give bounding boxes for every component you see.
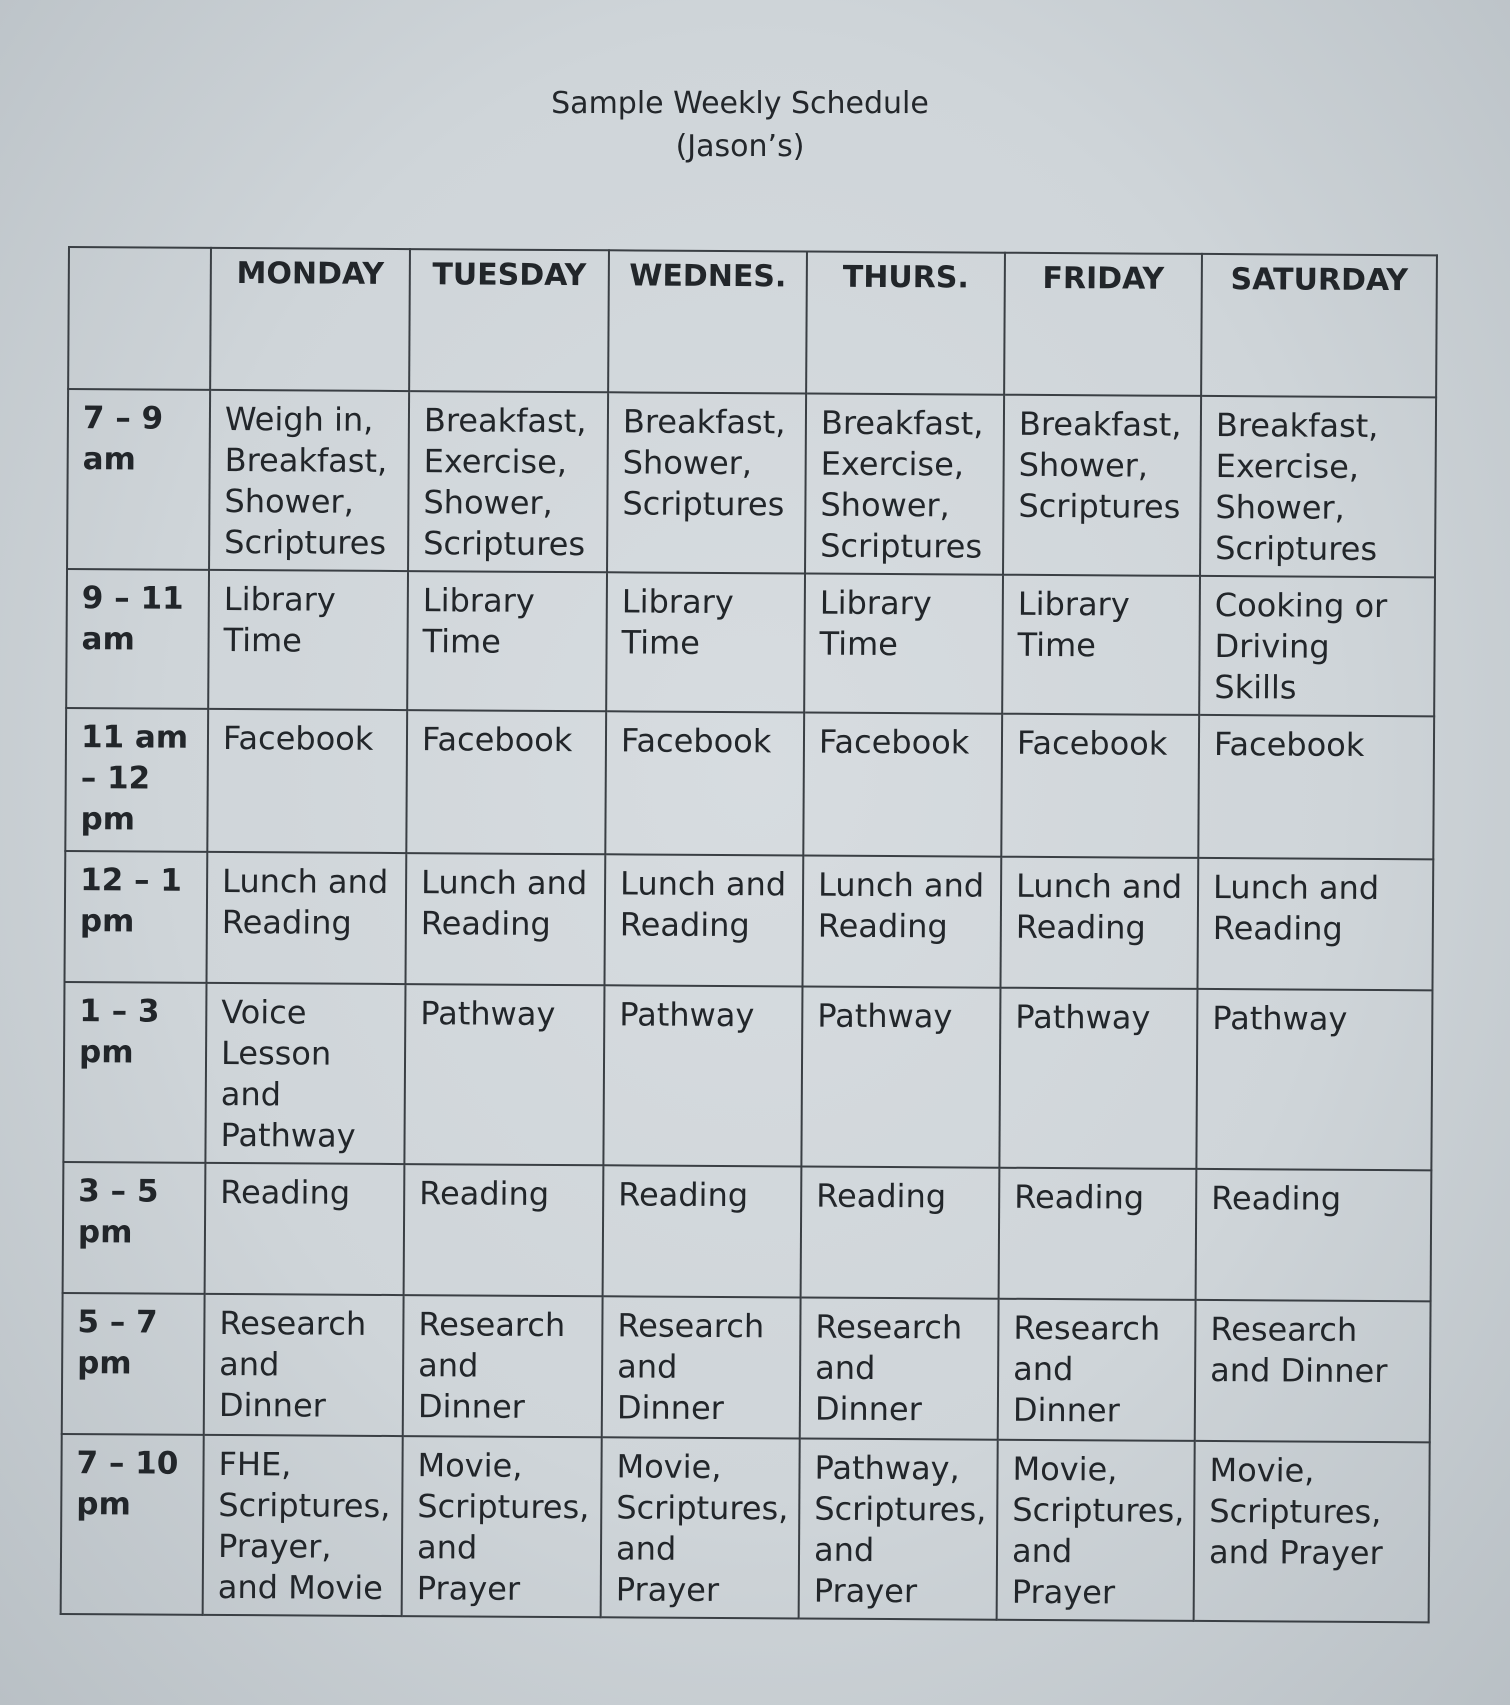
schedule-cell: Movie, Scriptures, and Prayer — [997, 1440, 1195, 1621]
schedule-cell: Pathway — [999, 988, 1197, 1169]
schedule-cell: Reading — [205, 1163, 405, 1295]
time-slot: 3 – 5 pm — [63, 1162, 206, 1294]
schedule-cell: Research and Dinner — [204, 1294, 404, 1436]
schedule-cell: Facebook — [1001, 714, 1199, 858]
schedule-cell: Pathway — [1196, 989, 1432, 1170]
time-slot: 12 – 1 pm — [65, 851, 208, 983]
header-row — [68, 247, 1437, 397]
schedule-cell: Movie, Scriptures, and Prayer — [402, 1436, 602, 1617]
header-thursday: THURS. — [806, 252, 1005, 395]
time-slot: 11 am – 12 pm — [65, 708, 208, 852]
schedule-cell: Pathway — [603, 985, 802, 1166]
schedule-cell: Research and Dinner — [998, 1299, 1196, 1441]
schedule-cell: Facebook — [605, 711, 804, 855]
schedule-cell: Breakfast, Shower, Scriptures — [607, 392, 806, 573]
schedule-cell: Movie, Scriptures, and Prayer — [1194, 1441, 1430, 1622]
schedule-cell: Facebook — [207, 709, 407, 853]
schedule-cell: Reading — [1196, 1169, 1432, 1301]
schedule-cell: Facebook — [406, 710, 606, 854]
schedule-cell: Lunch and Reading — [802, 856, 1001, 988]
table-row — [63, 982, 1432, 1170]
schedule-cell: Voice Lesson and Pathway — [205, 983, 405, 1164]
schedule-cell: Reading — [603, 1165, 802, 1297]
table-row — [62, 1293, 1431, 1442]
time-slot: 5 – 7 pm — [62, 1293, 205, 1435]
schedule-cell: Pathway, Scriptures, and Prayer — [799, 1438, 998, 1619]
schedule-cell: Lunch and Reading — [604, 854, 803, 986]
schedule-cell: Reading — [999, 1168, 1197, 1300]
schedule-cell: Library Time — [208, 570, 408, 710]
schedule-cell: Breakfast, Exercise, Shower, Scriptures — [1200, 396, 1436, 577]
table-row — [66, 569, 1435, 716]
schedule-cell: Library Time — [1002, 575, 1200, 715]
schedule-cell: Lunch and Reading — [1000, 857, 1198, 989]
schedule-cell: FHE, Scriptures, Prayer, and Movie — [203, 1435, 403, 1616]
table-row — [65, 851, 1434, 990]
schedule-cell: Facebook — [1198, 715, 1434, 859]
schedule-cell: Facebook — [803, 713, 1002, 857]
schedule-cell: Movie, Scriptures, and Prayer — [601, 1437, 800, 1618]
schedule-cell: Research and Dinner — [800, 1297, 999, 1439]
time-slot: 7 – 9 am — [67, 389, 210, 570]
header-wednesday: WEDNES. — [608, 250, 807, 393]
schedule-cell: Library Time — [606, 572, 805, 712]
schedule-cell: Lunch and Reading — [1197, 858, 1433, 990]
schedule-cell: Breakfast, Exercise, Shower, Scriptures — [408, 391, 608, 572]
schedule-cell: Pathway — [801, 987, 1000, 1168]
schedule-cell: Library Time — [804, 574, 1003, 714]
schedule-cell: Research and Dinner — [1195, 1300, 1431, 1442]
schedule-cell: Pathway — [404, 984, 604, 1165]
title-line-1: Sample Weekly Schedule — [551, 86, 929, 121]
table-row — [63, 1162, 1432, 1301]
table-row — [67, 389, 1436, 577]
time-slot: 1 – 3 pm — [63, 982, 206, 1163]
schedule-cell: Research and Dinner — [403, 1295, 603, 1437]
schedule-cell: Lunch and Reading — [207, 852, 407, 984]
schedule-cell: Library Time — [407, 571, 607, 711]
header-tuesday: TUESDAY — [409, 249, 609, 392]
time-slot: 7 – 10 pm — [61, 1434, 204, 1615]
table-row — [65, 708, 1434, 859]
schedule-cell: Weigh in, Breakfast, Shower, Scriptures — [209, 390, 409, 571]
header-time-blank — [68, 247, 211, 390]
schedule-cell: Research and Dinner — [602, 1296, 801, 1438]
schedule-cell: Lunch and Reading — [405, 853, 605, 985]
time-slot: 9 – 11 am — [66, 569, 209, 709]
header-monday: MONDAY — [210, 248, 410, 391]
schedule-cell: Breakfast, Shower, Scriptures — [1003, 395, 1201, 576]
schedule-cell: Reading — [801, 1166, 1000, 1298]
header-friday: FRIDAY — [1004, 253, 1202, 396]
schedule-cell: Breakfast, Exercise, Shower, Scriptures — [805, 394, 1004, 575]
weekly-schedule-table — [60, 246, 1438, 1623]
schedule-cell: Reading — [404, 1164, 604, 1296]
table-row — [61, 1434, 1430, 1622]
document-title — [0, 82, 1480, 168]
header-saturday: SATURDAY — [1201, 254, 1437, 397]
title-line-2: (Jason’s) — [675, 129, 805, 164]
schedule-cell: Cooking or Driving Skills — [1199, 576, 1435, 716]
